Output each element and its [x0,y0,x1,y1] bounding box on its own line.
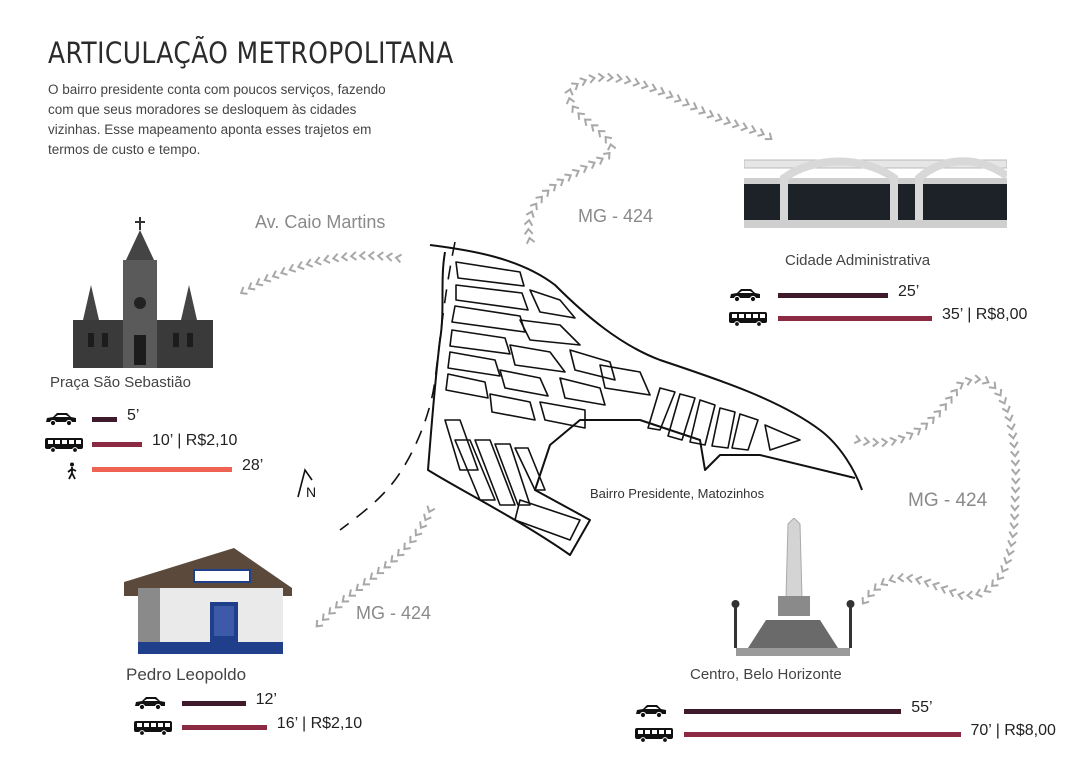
cidade-administrativa-image [744,148,1007,230]
pedro-leopoldo-image [124,548,294,656]
intro-text: O bairro presidente conta com poucos serviços, fazendo com que seus moradores se desloquem às cidades vizinhas. Esse mapeamento aponta esses trajetos em termos de custo e tempo. [48,82,386,157]
road-label-caio-martins: Av. Caio Martins [255,212,386,232]
route-arrow-caio-martins [239,252,402,297]
centro-bus-bar [684,732,961,737]
obelisk-image [728,518,858,656]
north-label: N [306,484,317,500]
road-label-mg424-bottom: MG - 424 [356,603,432,623]
sebastiao-car-bar [92,417,117,422]
administrativa-bus-time: 35’ | R$8,00 [942,306,1028,323]
leopoldo-car-bar [182,701,246,706]
sebastiao-bus-bar [92,442,142,447]
administrativa-car-time: 25’ [898,283,920,300]
leopoldo-bus-time: 16’ | R$2,10 [276,715,363,732]
sebastiao-bus-time: 10’ | R$2,10 [152,432,238,449]
administrativa-bus-bar [778,316,932,321]
sebastiao-walk-bar [92,467,232,472]
centro-bus-time: 70’ | R$8,00 [970,722,1056,739]
leopoldo-bus-bar [182,725,267,730]
sebastiao-walk-time: 28’ [242,457,264,474]
centro-car-bar [684,709,901,714]
place-name-leopoldo: Pedro Leopoldo [126,665,247,684]
centro-car-time: 55’ [911,699,933,716]
neighborhood-map [340,242,862,555]
church-image [68,215,218,370]
page-title: ARTICULAÇÃO METROPOLITANA [48,36,454,70]
place-name-administrativa: Cidade Administrativa [785,252,931,269]
sebastiao-car-time: 5’ [127,407,140,424]
place-name-centro: Centro, Belo Horizonte [690,666,842,683]
place-name-sebastiao: Praça São Sebastião [50,374,191,391]
road-label-mg424-top: MG - 424 [578,206,654,226]
administrativa-car-bar [778,293,888,298]
map-label: Bairro Presidente, Matozinhos [590,486,765,501]
road-label-mg424-right: MG - 424 [908,490,988,511]
leopoldo-car-time: 12’ [255,691,277,708]
